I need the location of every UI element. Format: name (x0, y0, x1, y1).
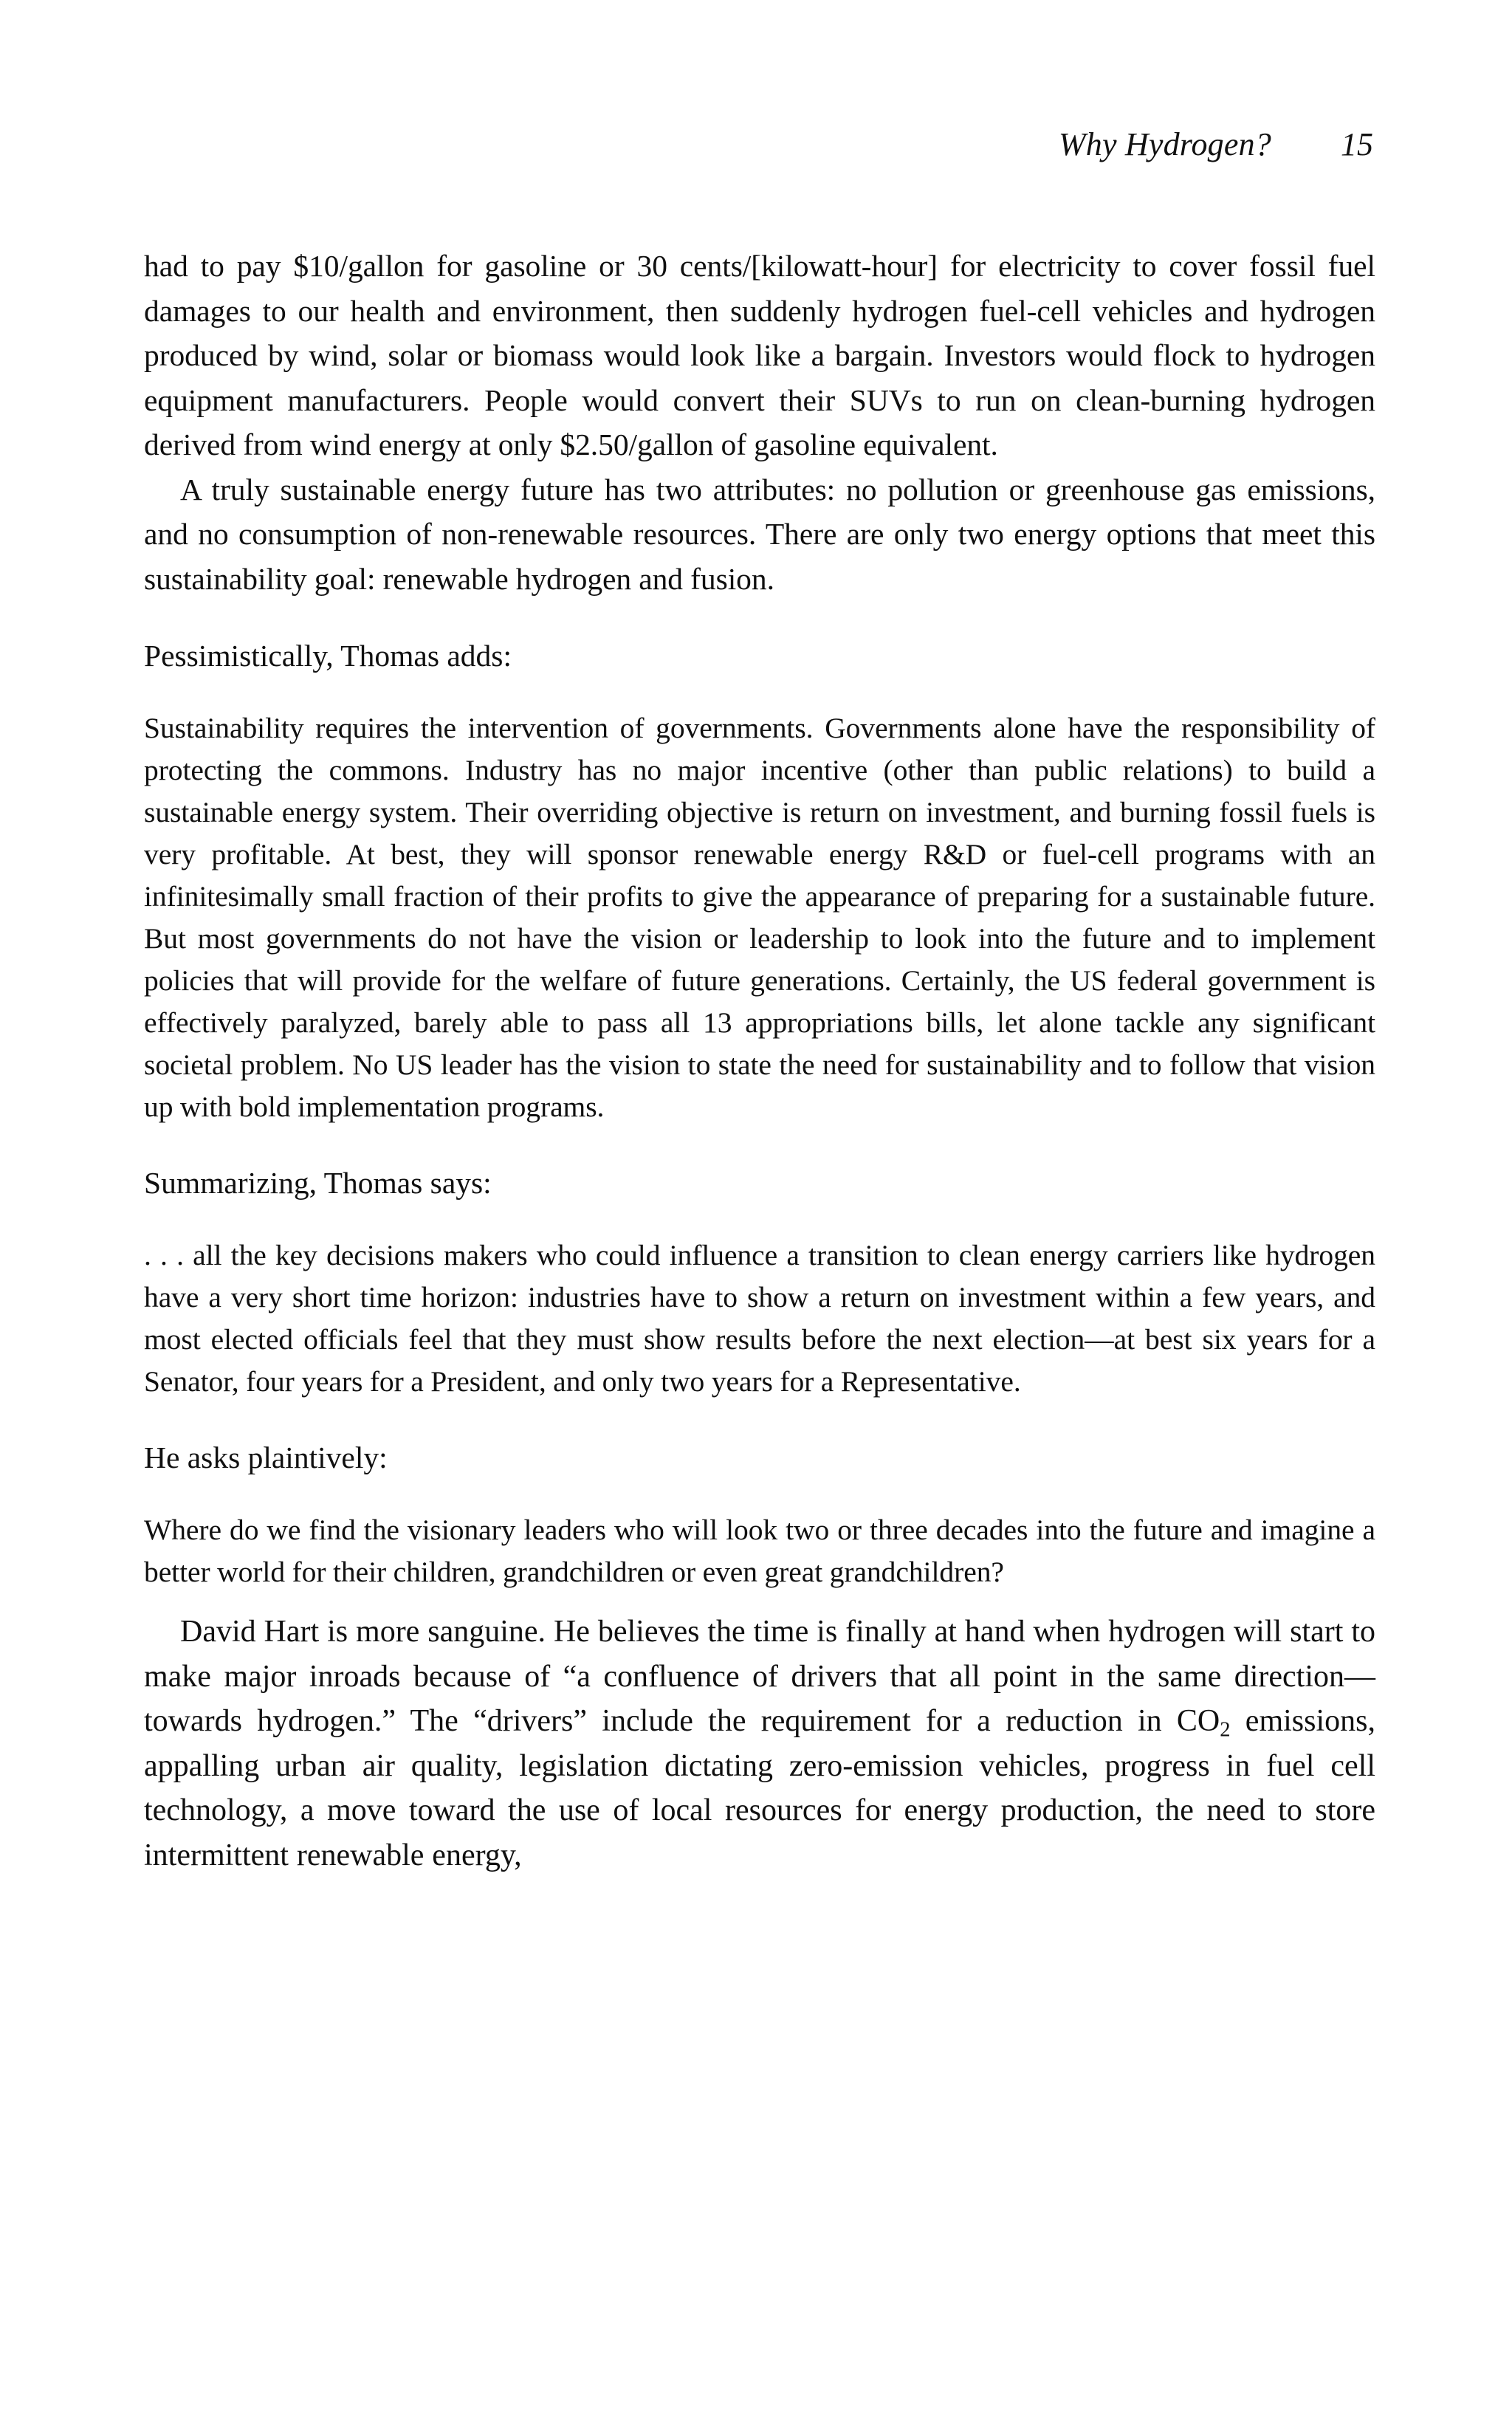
running-head (144, 126, 1373, 177)
blockquote-visionary-leaders: Where do we find the visionary leaders who will look two or three decades into the future and imagine a better world for their children, grandchildren or even great grandchildren? (144, 1514, 1375, 1588)
co2-subscript: 2 (1220, 1718, 1231, 1742)
running-head-title: Why Hydrogen? (1058, 126, 1271, 162)
text-column (144, 244, 1375, 1878)
lead-in-summarizing: Summarizing, Thomas says: (144, 1166, 492, 1200)
page-number: 15 (1341, 126, 1373, 162)
paragraph-spacer (144, 1593, 1375, 1610)
blockquote-sustainability: Sustainability requires the intervention of governments. Governments alone have the responsibility of protecting the commons. Industry has no major incentive (other than public relations) to build a sustainable energy system. Their overriding objective is return on investment, and burning fossil fuels is very profitable. At best, they will sponsor renewable energy R&D or fuel-cell programs with an infinitesimally small fraction of their profits to give the appearance of preparing for a sustainable future. But most governments do not have the vision or leadership to look into the future and to implement policies that will provide for the welfare of future generations. Certainly, the US federal government is effectively paralyzed, barely able to pass all 13 appropriations bills, let alone tackle any significant societal problem. No US leader has the vision to state the need for sustainability and to follow that vision up with bold implementation programs. (144, 712, 1375, 1123)
david-hart-text-after-formula: emissions, appalling urban air quality, legislation dictating zero-emission vehicles, progress in fuel cell technology, a move toward the use of local resources for energy production, the need to store intermittent renewable energy, (144, 1704, 1375, 1872)
lead-in-he-asks-plaintively: He asks plaintively: (144, 1440, 388, 1474)
blockquote-key-decision-makers: . . . all the key decisions makers who could influence a transition to clean energy carriers like hydrogen have a very short time horizon: industries have to show a return on investment within a few years, and most elected officials feel that they must show results before the next election—at best six years for a Senator, four years for a President, and only two years for a Representative. (144, 1239, 1375, 1398)
david-hart-text-before-formula: David Hart is more sanguine. He believes the time is finally at hand when hydrogen will start to make major inroads because of “a confluence of drivers that all point in the same direction—towards hydrogen.” The “drivers” include the requirement for a reduction in CO (144, 1615, 1375, 1738)
paragraph-continued: had to pay $10/gallon for gasoline or 30 cents/[kilowatt-hour] for electricity to cover fossil fuel damages to our health and environment, then suddenly hydrogen fuel-cell vehicles and hydrogen produced by wind, solar or biomass would look like a bargain. Investors would flock to hydrogen equipment manufacturers. People would convert their SUVs to run on clean-burning hydrogen derived from wind energy at only $2.50/gallon of gasoline equivalent. (144, 249, 1375, 461)
lead-in-pessimistically: Pessimistically, Thomas adds: (144, 639, 512, 673)
paragraph-sustainable-future: A truly sustainable energy future has two attributes: no pollution or greenhouse gas emissions, and no consumption of non-renewable resources. There are only two energy options that meet this sustainability goal: renewable hydrogen and fusion. (144, 472, 1375, 596)
paragraph-david-hart (144, 1610, 1375, 1878)
